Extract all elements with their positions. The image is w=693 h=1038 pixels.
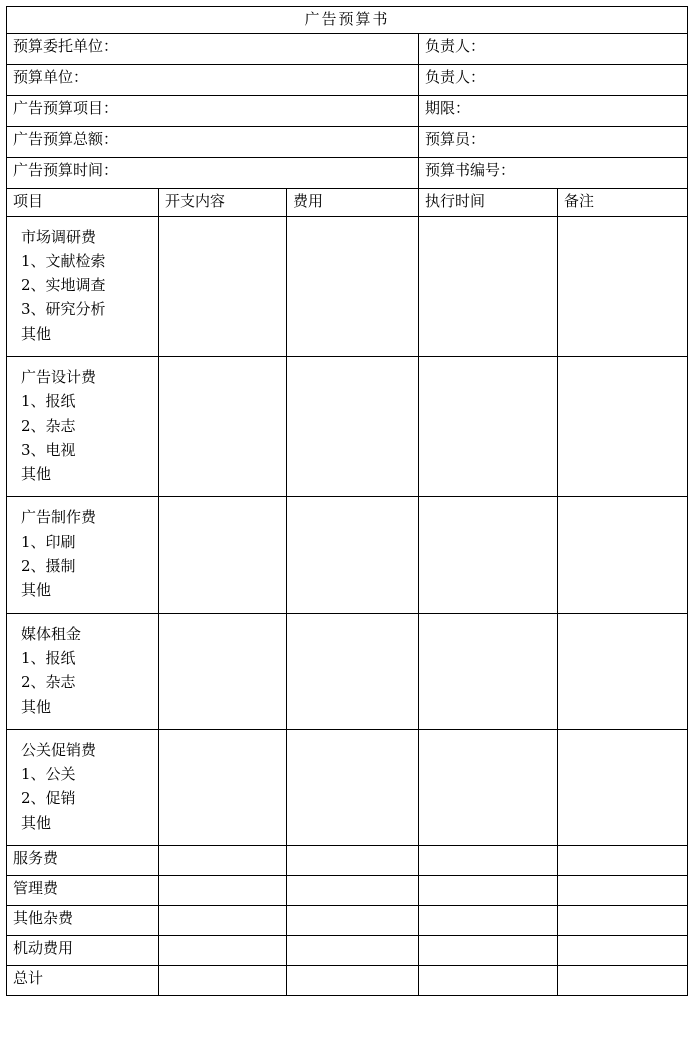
group-line: 媒体租金 [21, 624, 82, 643]
group-line: 1、报纸 [21, 648, 76, 667]
group-content-cell-1[interactable] [159, 356, 287, 496]
row-label-contingency-fee: 机动费用 [7, 936, 159, 966]
group-item-cell-2 [7, 497, 159, 613]
group-line: 1、报纸 [21, 392, 76, 411]
field-label-budget-officer: 预算员： [419, 127, 688, 158]
row-time-cell-4[interactable] [419, 966, 558, 996]
group-line: 1、文献检索 [21, 251, 106, 270]
header-row-1 [7, 65, 688, 96]
table-row [7, 356, 688, 496]
table-row [7, 613, 688, 729]
group-line: 市场调研费 [21, 227, 97, 246]
title-row [7, 7, 688, 34]
row-remark-cell-0[interactable] [558, 846, 688, 876]
table-row [7, 966, 688, 996]
group-content-cell-3[interactable] [159, 613, 287, 729]
group-line: 3、电视 [21, 440, 76, 459]
group-remark-cell-3[interactable] [558, 613, 688, 729]
column-header-content: 开支内容 [159, 189, 287, 216]
group-line: 其他 [21, 813, 52, 832]
group-lines-1 [13, 361, 152, 491]
group-remark-cell-0[interactable] [558, 216, 688, 356]
table-row [7, 729, 688, 845]
row-time-cell-0[interactable] [419, 846, 558, 876]
group-line: 2、摄制 [21, 557, 76, 576]
group-lines-2 [13, 501, 152, 607]
row-content-cell-3[interactable] [159, 936, 287, 966]
row-time-cell-3[interactable] [419, 936, 558, 966]
group-line: 其他 [21, 697, 52, 716]
row-label-service-fee: 服务费 [7, 846, 159, 876]
row-content-cell-4[interactable] [159, 966, 287, 996]
group-line: 3、研究分析 [21, 300, 106, 319]
group-remark-cell-1[interactable] [558, 356, 688, 496]
field-label-person-in-charge-1: 负责人： [419, 34, 688, 65]
group-remark-cell-2[interactable] [558, 497, 688, 613]
table-row [7, 497, 688, 613]
field-label-person-in-charge-2: 负责人： [419, 65, 688, 96]
group-item-cell-4 [7, 729, 159, 845]
row-fee-cell-1[interactable] [287, 876, 419, 906]
header-row-4 [7, 158, 688, 189]
group-line: 2、杂志 [21, 416, 76, 435]
row-remark-cell-3[interactable] [558, 936, 688, 966]
group-line: 广告制作费 [21, 508, 97, 527]
column-header-fee: 费用 [287, 189, 419, 216]
header-row-2 [7, 96, 688, 127]
header-row-0 [7, 34, 688, 65]
group-line: 2、促销 [21, 789, 76, 808]
row-fee-cell-3[interactable] [287, 936, 419, 966]
row-label-total: 总计 [7, 966, 159, 996]
group-time-cell-2[interactable] [419, 497, 558, 613]
table-row [7, 936, 688, 966]
row-remark-cell-1[interactable] [558, 876, 688, 906]
group-time-cell-3[interactable] [419, 613, 558, 729]
group-line: 公关促销费 [21, 740, 97, 759]
column-header-item: 项目 [7, 189, 159, 216]
row-fee-cell-0[interactable] [287, 846, 419, 876]
group-time-cell-0[interactable] [419, 216, 558, 356]
table-row [7, 846, 688, 876]
group-time-cell-1[interactable] [419, 356, 558, 496]
group-lines-0 [13, 221, 152, 351]
row-remark-cell-4[interactable] [558, 966, 688, 996]
field-label-budget-time: 广告预算时间： [7, 158, 419, 189]
row-fee-cell-2[interactable] [287, 906, 419, 936]
row-content-cell-2[interactable] [159, 906, 287, 936]
field-label-budget-number: 预算书编号： [419, 158, 688, 189]
document-title: 广告预算书 [7, 7, 688, 34]
group-line: 1、印刷 [21, 532, 76, 551]
group-line: 其他 [21, 465, 52, 484]
row-label-management-fee: 管理费 [7, 876, 159, 906]
column-header-row [7, 189, 688, 216]
column-header-time: 执行时间 [419, 189, 558, 216]
group-line: 2、实地调查 [21, 276, 106, 295]
group-fee-cell-4[interactable] [287, 729, 419, 845]
group-fee-cell-0[interactable] [287, 216, 419, 356]
group-time-cell-4[interactable] [419, 729, 558, 845]
row-content-cell-0[interactable] [159, 846, 287, 876]
group-content-cell-4[interactable] [159, 729, 287, 845]
field-label-term: 期限： [419, 96, 688, 127]
group-line: 2、杂志 [21, 673, 76, 692]
table-row [7, 216, 688, 356]
group-line: 其他 [21, 324, 52, 343]
group-fee-cell-3[interactable] [287, 613, 419, 729]
group-fee-cell-1[interactable] [287, 356, 419, 496]
field-label-budget-unit: 预算单位： [7, 65, 419, 96]
group-item-cell-3 [7, 613, 159, 729]
group-line: 其他 [21, 581, 52, 600]
group-item-cell-1 [7, 356, 159, 496]
group-content-cell-2[interactable] [159, 497, 287, 613]
group-content-cell-0[interactable] [159, 216, 287, 356]
row-time-cell-2[interactable] [419, 906, 558, 936]
group-line: 广告设计费 [21, 367, 97, 386]
table-row [7, 906, 688, 936]
column-header-remark: 备注 [558, 189, 688, 216]
field-label-entrusting-unit: 预算委托单位： [7, 34, 419, 65]
table-row [7, 876, 688, 906]
header-row-3 [7, 127, 688, 158]
group-remark-cell-4[interactable] [558, 729, 688, 845]
row-time-cell-1[interactable] [419, 876, 558, 906]
row-content-cell-1[interactable] [159, 876, 287, 906]
row-fee-cell-4[interactable] [287, 966, 419, 996]
budget-form-table [6, 6, 688, 996]
group-lines-4 [13, 734, 152, 840]
group-line: 1、公关 [21, 765, 76, 784]
group-fee-cell-2[interactable] [287, 497, 419, 613]
row-label-other-misc-fee: 其他杂费 [7, 906, 159, 936]
field-label-budget-project: 广告预算项目： [7, 96, 419, 127]
group-item-cell-0 [7, 216, 159, 356]
row-remark-cell-2[interactable] [558, 906, 688, 936]
field-label-budget-total: 广告预算总额： [7, 127, 419, 158]
group-lines-3 [13, 618, 152, 724]
